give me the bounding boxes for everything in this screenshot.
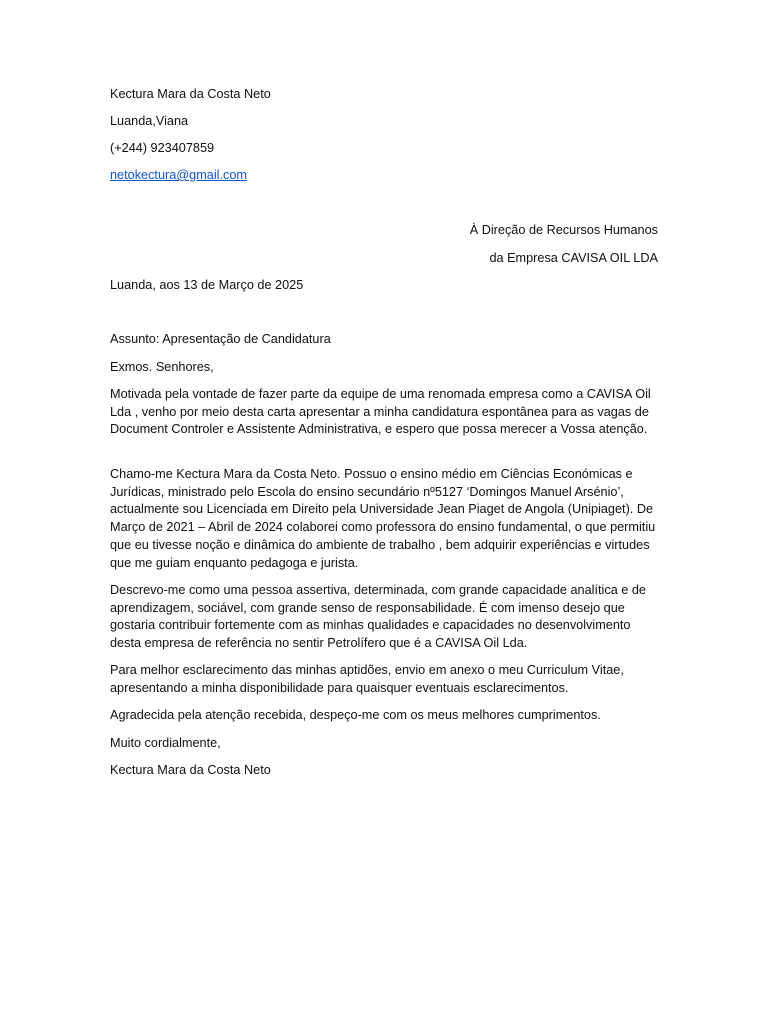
recipient-line-2: da Empresa CAVISA OIL LDA (489, 251, 658, 265)
signature: Kectura Mara da Costa Neto (110, 763, 271, 777)
salutation: Exmos. Senhores, (110, 360, 214, 374)
sender-email-line (110, 167, 247, 185)
sender-location: Luanda,Viana (110, 114, 189, 128)
body-paragraph-5: Agradecida pela atenção recebida, despeço-me com os meus melhores cumprimentos. (110, 708, 601, 722)
sender-name: Kectura Mara da Costa Neto (110, 87, 271, 101)
sender-email-link[interactable]: netokectura@gmail.com (110, 168, 247, 182)
body-paragraph-1: Motivada pela vontade de fazer parte da equipe de uma renomada empresa como a CAVISA Oil Lda , venho por meio desta carta apresentar a minha candidatura espontânea para as vagas de Document Controler e Assistente Administrativa, e espero que possa merecer a Vossa atenção. (110, 387, 651, 437)
subject-line: Assunto: Apresentação de Candidatura (110, 332, 331, 346)
recipient-line-1: À Direção de Recursos Humanos (469, 223, 658, 237)
closing: Muito cordialmente, (110, 736, 221, 750)
sender-phone: (+244) 923407859 (110, 141, 215, 155)
body-paragraph-4: Para melhor esclarecimento das minhas aptidões, envio em anexo o meu Curriculum Vitae, apresentando a minha disponibilidade para quaisquer eventuais esclarecimentos. (110, 663, 624, 695)
date-line: Luanda, aos 13 de Março de 2025 (110, 278, 304, 292)
body-paragraph-3: Descrevo-me como uma pessoa assertiva, determinada, com grande capacidade analítica e de aprendizagem, sociável, com grande senso de responsabilidade. É com imenso desejo que gostaria contribuir fortemente com as minhas qualidades e capacidades no desenvolvimento desta empresa de referência no sentir Petrolífero que é a CAVISA Oil Lda. (110, 583, 646, 651)
body-paragraph-2: Chamo-me Kectura Mara da Costa Neto. Possuo o ensino médio em Ciências Económicas e Jurídicas, ministrado pelo Escola do ensino secundário nº5127 ‘Domingos Manuel Arsénio’, actualmente sou Licenciada em Direito pela Universidade Jean Piaget de Angola (Unipiaget). De Março de 2021 – Abril de 2024 colaborei como professora do ensino fundamental, o que permitiu que eu tivesse noção e dinâmica do ambiente de trabalho , bem adquirir experiências e virtudes que me guiam enquanto pedagoga e jurista. (110, 467, 656, 570)
